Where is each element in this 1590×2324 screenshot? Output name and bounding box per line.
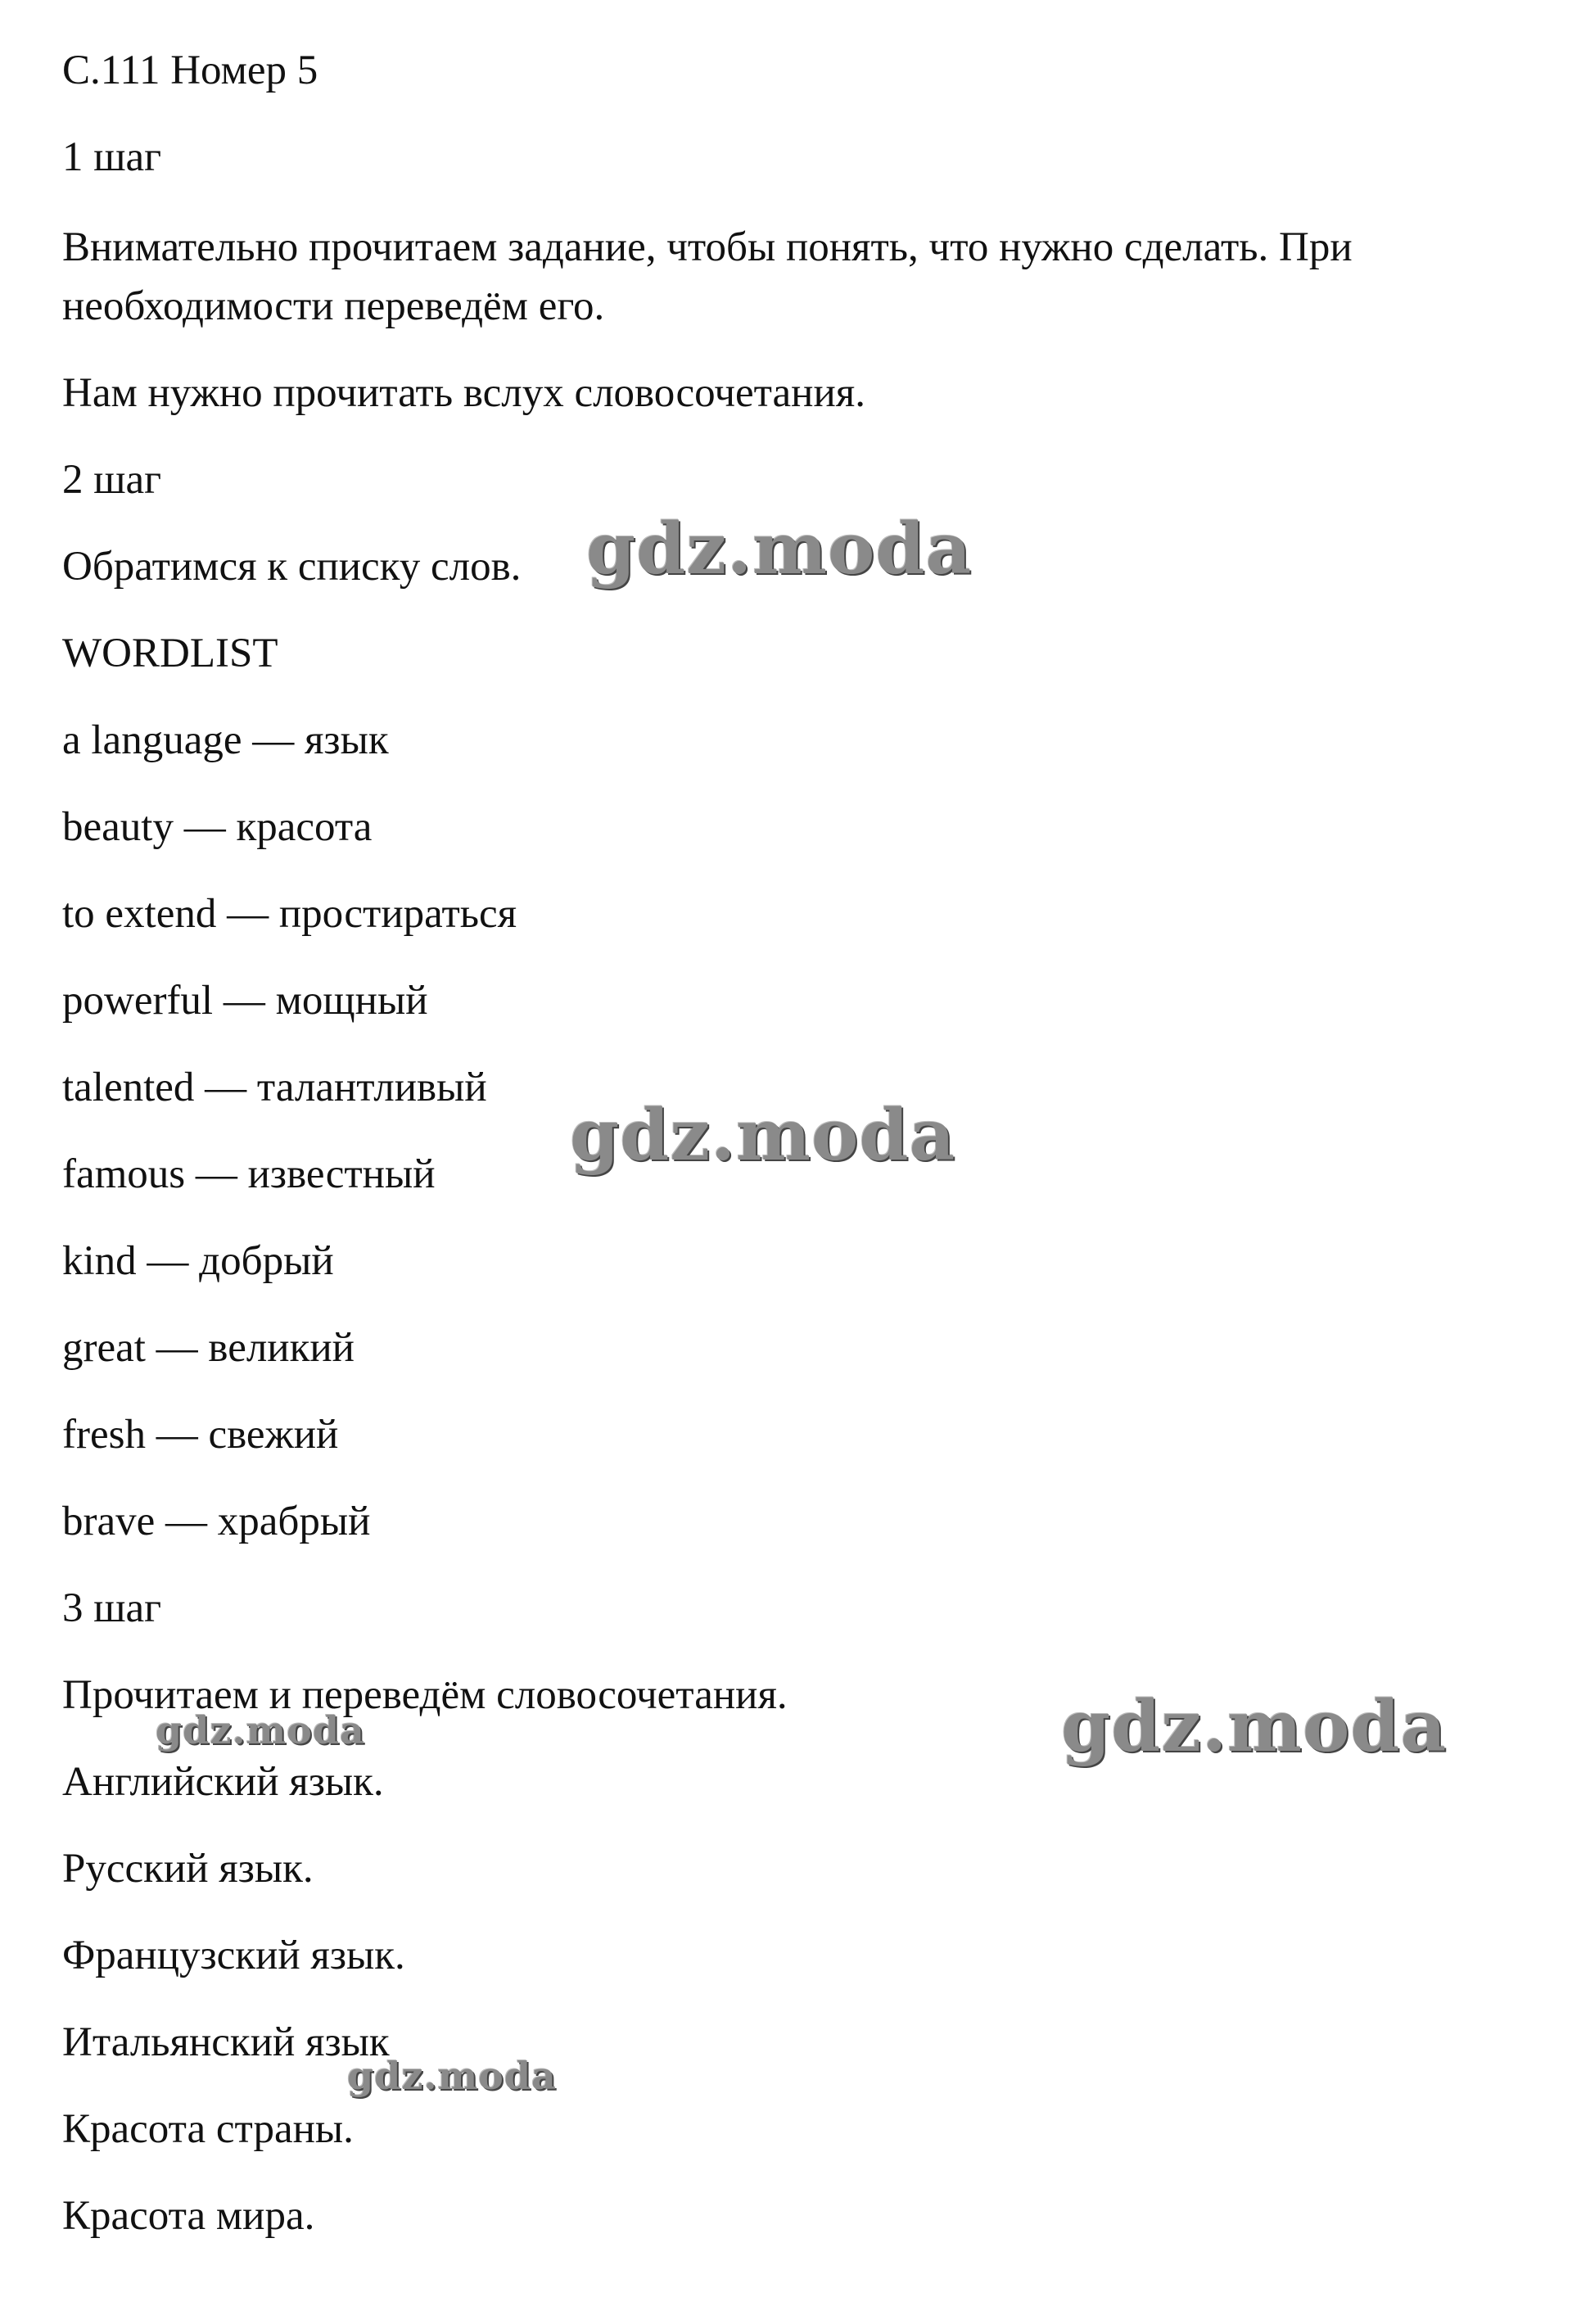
wordlist-item: to extend — простираться — [62, 891, 517, 937]
step-2-title: 2 шаг — [62, 457, 162, 503]
phrase-item: Красота мира. — [62, 2193, 315, 2239]
wordlist-title: WORDLIST — [62, 631, 278, 676]
page-header: С.111 Номер 5 — [62, 47, 318, 93]
watermark-logo: gdz.moda — [570, 1094, 956, 1177]
phrase-item: Английский язык. — [62, 1759, 384, 1805]
step-3-title: 3 шаг — [62, 1585, 162, 1631]
wordlist-item: brave — храбрый — [62, 1499, 371, 1544]
phrase-item: Итальянский язык — [62, 2019, 390, 2065]
wordlist-item: a language — язык — [62, 717, 389, 763]
wordlist-item: beauty — красота — [62, 804, 373, 850]
phrase-item: Красота страны. — [62, 2106, 354, 2152]
step-2-text: Обратимся к списку слов. — [62, 544, 522, 590]
watermark-logo: gdz.moda — [156, 1708, 365, 1752]
step-3-text: Прочитаем и переведём словосочетания. — [62, 1672, 788, 1718]
step-1-task: Нам нужно прочитать вслух словосочетания. — [62, 370, 865, 416]
phrase-item: Русский язык. — [62, 1846, 314, 1892]
watermark-logo: gdz.moda — [1061, 1685, 1448, 1768]
phrase-item: Французский язык. — [62, 1933, 405, 1978]
wordlist-item: fresh — свежий — [62, 1412, 339, 1458]
step-1-title: 1 шаг — [62, 134, 162, 180]
watermark-logo: gdz.moda — [347, 2054, 557, 2098]
watermark-logo: gdz.moda — [586, 508, 973, 590]
wordlist-item: talented — талантливый — [62, 1065, 487, 1110]
wordlist-item: kind — добрый — [62, 1238, 334, 1284]
wordlist-item: great — великий — [62, 1325, 355, 1371]
step-1-instruction: Внимательно прочитаем задание, чтобы понять, что нужно сделать. При необходимости переведём его. — [62, 224, 1353, 329]
wordlist-item: famous — известный — [62, 1151, 436, 1197]
wordlist-item: powerful — мощный — [62, 978, 428, 1024]
